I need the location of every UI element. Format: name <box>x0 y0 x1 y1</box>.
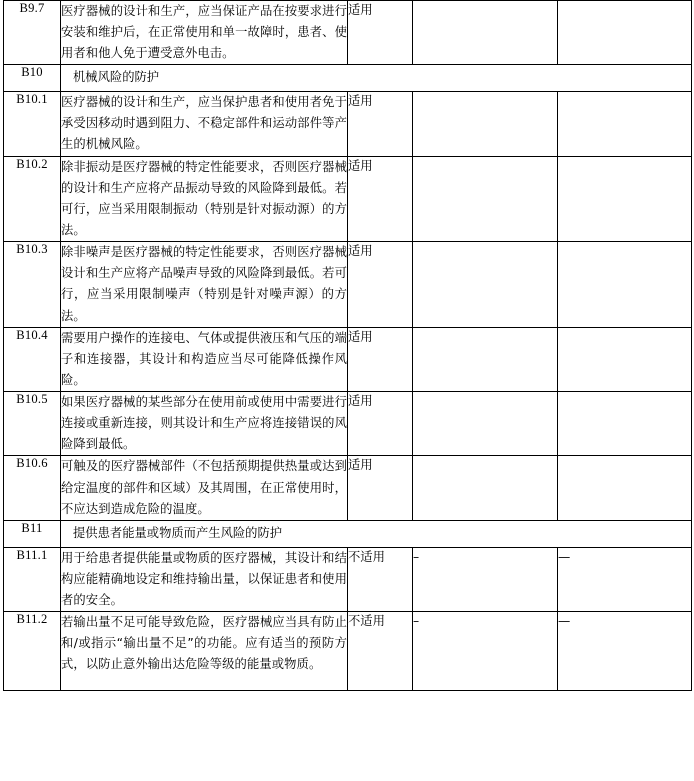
table-row <box>4 92 692 156</box>
justification-cell <box>413 242 558 328</box>
table-row <box>4 327 692 391</box>
applicability-cell: 适用 <box>348 327 413 391</box>
evidence-cell <box>558 327 692 391</box>
applicability-cell: 适用 <box>348 1 413 65</box>
requirement-text: 除非振动是医疗器械的特定性能要求，否则医疗器械的设计和生产应将产品振动导致的风险降到最低。若可行，应当采用限制振动（特别是针对振动源）的方法。 <box>61 156 348 242</box>
table-body <box>4 1 692 691</box>
requirement-text: 若输出量不足可能导致危险，医疗器械应当具有防止和/或指示“输出量不足”的功能。应有适当的预防方式，以防止意外输出达危险等级的能量或物质。 <box>61 612 348 691</box>
requirement-code: B11 <box>4 520 61 547</box>
table-section-row <box>4 520 692 547</box>
justification-cell <box>413 392 558 456</box>
justification-cell <box>413 456 558 520</box>
evidence-cell: — <box>558 612 692 691</box>
requirement-text: 可触及的医疗器械部件（不包括预期提供热量或达到给定温度的部件和区域）及其周围，在正常使用时，不应达到造成危险的温度。 <box>61 456 348 520</box>
section-title: 提供患者能量或物质而产生风险的防护 <box>61 520 692 547</box>
requirement-code: B10.1 <box>4 92 61 156</box>
table-row <box>4 1 692 65</box>
evidence-cell <box>558 1 692 65</box>
requirement-code: B11.2 <box>4 612 61 691</box>
requirement-text: 医疗器械的设计和生产，应当保证产品在按要求进行安装和维护后，在正常使用和单一故障时，患者、使用者和他人免于遭受意外电击。 <box>61 1 348 65</box>
requirement-code: B11.1 <box>4 547 61 611</box>
section-title: 机械风险的防护 <box>61 65 692 92</box>
requirement-text: 如果医疗器械的某些部分在使用前或使用中需要进行连接或重新连接，则其设计和生产应将连接错误的风险降到最低。 <box>61 392 348 456</box>
table-section-row <box>4 65 692 92</box>
justification-cell <box>413 156 558 242</box>
applicability-cell: 适用 <box>348 456 413 520</box>
requirement-code: B10.4 <box>4 327 61 391</box>
table-row <box>4 612 692 691</box>
table-row <box>4 456 692 520</box>
evidence-cell <box>558 92 692 156</box>
table-row <box>4 547 692 611</box>
applicability-cell: 不适用 <box>348 547 413 611</box>
applicability-cell: 适用 <box>348 156 413 242</box>
table-row <box>4 392 692 456</box>
justification-cell <box>413 92 558 156</box>
requirements-checklist-table <box>3 0 692 691</box>
requirement-text: 除非噪声是医疗器械的特定性能要求，否则医疗器械设计和生产应将产品噪声导致的风险降到最低。若可行，应当采用限制噪声（特别是针对噪声源）的方法。 <box>61 242 348 328</box>
requirement-code: B9.7 <box>4 1 61 65</box>
requirement-code: B10 <box>4 65 61 92</box>
requirement-code: B10.2 <box>4 156 61 242</box>
evidence-cell <box>558 392 692 456</box>
evidence-cell: — <box>558 547 692 611</box>
justification-cell: – <box>413 612 558 691</box>
requirement-code: B10.6 <box>4 456 61 520</box>
justification-cell: – <box>413 547 558 611</box>
requirement-code: B10.5 <box>4 392 61 456</box>
requirement-text: 医疗器械的设计和生产，应当保护患者和使用者免于承受因移动时遇到阻力、不稳定部件和运动部件等产生的机械风险。 <box>61 92 348 156</box>
applicability-cell: 适用 <box>348 242 413 328</box>
justification-cell <box>413 327 558 391</box>
evidence-cell <box>558 456 692 520</box>
table-row <box>4 156 692 242</box>
evidence-cell <box>558 156 692 242</box>
table-row <box>4 242 692 328</box>
applicability-cell: 不适用 <box>348 612 413 691</box>
applicability-cell: 适用 <box>348 392 413 456</box>
requirement-text: 用于给患者提供能量或物质的医疗器械，其设计和结构应能精确地设定和维持输出量，以保证患者和使用者的安全。 <box>61 547 348 611</box>
justification-cell <box>413 1 558 65</box>
applicability-cell: 适用 <box>348 92 413 156</box>
evidence-cell <box>558 242 692 328</box>
requirement-text: 需要用户操作的连接电、气体或提供液压和气压的端子和连接器，其设计和构造应当尽可能降低操作风险。 <box>61 327 348 391</box>
requirement-code: B10.3 <box>4 242 61 328</box>
